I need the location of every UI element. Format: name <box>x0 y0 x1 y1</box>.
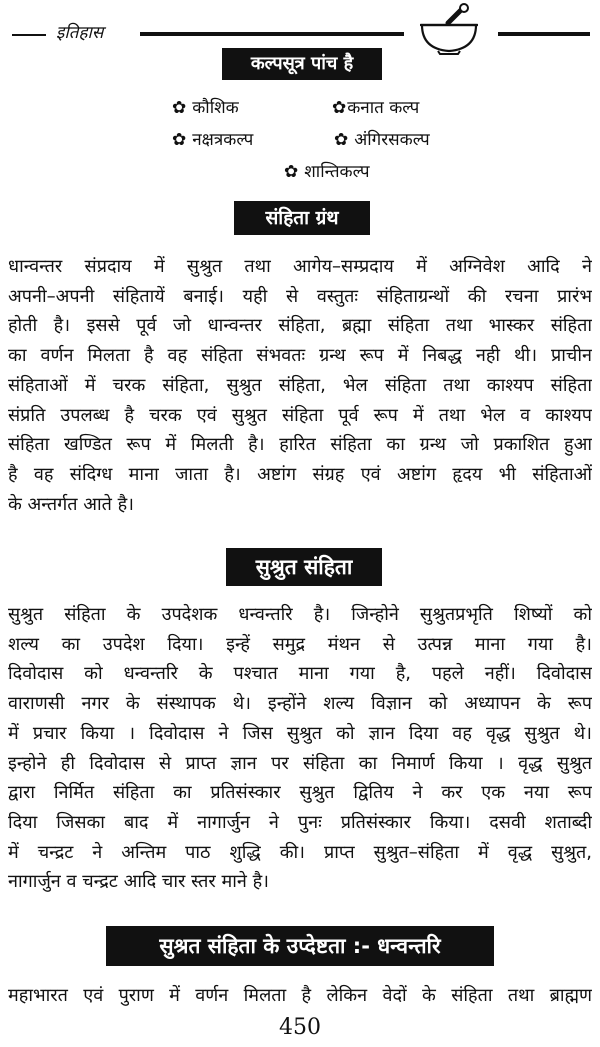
paragraph-line: महाभारत एवं पुराण में वर्णन मिलता है लेकिन वेदों के संहिता तथा ब्राह्मण <box>8 985 592 1006</box>
kalpasutra-item-label: नक्षत्रकल्प <box>192 130 254 150</box>
kalpasutra-heading <box>222 48 382 80</box>
paragraph-line: होती है। इससे पूर्व जो धान्वन्तर संहिता, ब्रह्मा संहिता तथा भास्कर संहिता <box>8 315 592 337</box>
samhita-granth-heading <box>234 201 370 235</box>
flower-bullet-icon: ✿ <box>172 130 187 150</box>
kalpasutra-item-kanat-kalp <box>332 96 419 120</box>
kalpasutra-item-label: शान्तिकल्प <box>304 162 370 182</box>
paragraph-line: द्वारा निर्मित संहिता का प्रतिसंस्कार सुश्रुत द्वितिय ने कर एक नया रूप <box>8 782 592 804</box>
paragraph-line: अपनी–अपनी संहितायें बनाई। यही से वस्तुतः संहिताग्रन्थों की रचना प्रारंभ <box>8 285 592 307</box>
samhita-granth-paragraph <box>8 252 592 519</box>
updeshta-paragraph <box>8 981 592 1011</box>
updeshta-heading-text: सुश्रत संहिता के उप्देष्टता :- धन्वन्तरि <box>159 934 441 958</box>
running-title: इतिहास <box>56 23 104 43</box>
flower-bullet-icon: ✿ <box>172 98 187 118</box>
kalpasutra-item-angiraskalp <box>334 128 430 152</box>
paragraph-line: संहिताओं में चरक संहिता, सुश्रुत संहिता, भेल संहिता तथा काश्यप संहिता <box>8 374 592 396</box>
kalpasutra-item-kaushik <box>172 96 239 120</box>
paragraph-line: इन्होने ही दिवोदास से प्राप्त ज्ञान पर संहिता का निमार्ण किया । वृद्ध सुश्रुत <box>8 752 592 774</box>
paragraph-line: दिया जिसका बाद में नागार्जुन ने पुनः प्रतिसंस्कार किया। दसवी शताब्दी <box>8 811 592 833</box>
paragraph-line: वाराणसी नगर के संस्थापक थे। इन्होंने शल्य विज्ञान को अध्यापन के रूप <box>8 693 592 715</box>
paragraph-line: के अन्तर्गत आते है। <box>8 493 134 515</box>
paragraph-line: संहिता खण्डित रूप में मिलती है। हारित संहिता का ग्रन्थ जो प्रकाशित हुआ <box>8 434 592 456</box>
paragraph-line: धान्वन्तर संप्रदाय में सुश्रुत तथा आगेय–सम्प्रदाय में अग्निवेश आदि ने <box>8 256 592 277</box>
paragraph-line: है वह संदिग्ध माना जाता है। अष्टांग संग्रह एवं अष्टांग हृदय भी संहिताओं <box>8 463 592 485</box>
kalpasutra-item-nakshatrakalp <box>172 128 253 152</box>
mortar-pestle-icon <box>418 3 480 55</box>
paragraph-line: सुश्रुत संहिता के उपदेशक धन्वन्तरि है। जिन्होने सुश्रुतप्रभृति शिष्यों को <box>8 604 592 625</box>
samhita-granth-heading-text: संहिता ग्रंथ <box>265 207 339 229</box>
kalpasutra-item-label: कनात कल्प <box>347 98 420 118</box>
paragraph-line: में चन्द्रट ने अन्तिम पाठ शुद्धि की। प्राप्त सुश्रुत–संहिता में वृद्ध सुश्रुत, <box>8 841 592 863</box>
header-rule-middle <box>140 32 404 36</box>
paragraph-line: संप्रति उपलब्ध है चरक एवं सुश्रुत संहिता पूर्व रूप में तथा भेल व काश्यप <box>8 404 592 426</box>
kalpasutra-heading-text: कल्पसूत्र पांच है <box>250 53 354 74</box>
updeshta-heading <box>106 926 494 966</box>
kalpasutra-item-shantikalp <box>284 160 370 184</box>
paragraph-line: दिवोदास को धन्वन्तरि के पश्चात माना गया है, पहले नहीं। दिवोदास <box>8 663 592 685</box>
sushrut-samhita-heading <box>226 548 382 586</box>
sushrut-samhita-paragraph <box>8 600 592 897</box>
paragraph-line: में प्रचार किया । दिवोदास ने जिस सुश्रुत को ज्ञान दिया वह वृद्ध सुश्रुत थे। <box>8 722 592 744</box>
page-number: 450 <box>279 1015 321 1040</box>
paragraph-line: नागार्जुन व चन्द्रट आदि चार स्तर माने है। <box>8 871 269 893</box>
flower-bullet-icon: ✿ <box>334 130 349 150</box>
kalpasutra-item-label: अंगिरसकल्प <box>354 130 430 150</box>
paragraph-line: का वर्णन मिलता है वह संहिता संभवतः ग्रन्थ रूप में निबद्ध नही थी। प्राचीन <box>8 345 592 367</box>
paragraph-line: शल्य का उपदेश दिया। इन्हें समुद्र मंथन से उत्पन्न माना गया है। <box>8 633 592 655</box>
header-rule-right <box>498 32 590 36</box>
sushrut-samhita-heading-text: सुश्रुत संहिता <box>255 555 353 579</box>
flower-bullet-icon: ✿ <box>284 162 299 182</box>
header-rule-left <box>12 34 46 36</box>
kalpasutra-item-label: कौशिक <box>192 98 239 118</box>
flower-bullet-icon: ✿ <box>332 98 347 118</box>
